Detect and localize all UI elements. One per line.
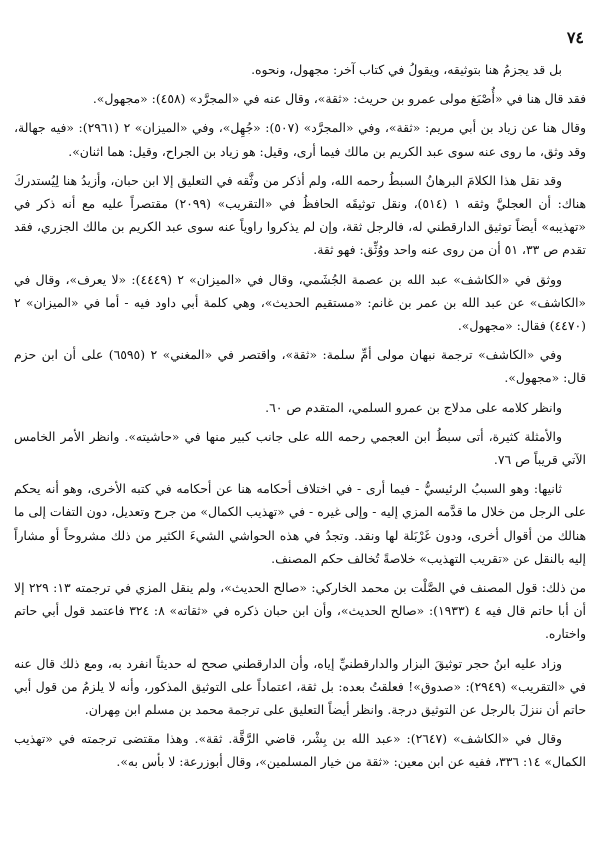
paragraph: وفي «الكاشف» ترجمة نبهان مولى أمِّ سلمة: «ثقة»، واقتصر في «المغني» ٢ (٦٥٩٥) على أن ابن حزم قال: «مجهول». <box>14 347 586 386</box>
paragraph: ووثق في «الكاشف» عبد الله بن عصمة الجُشَمي، وقال في «الميزان» ٢ (٤٤٤٩): «لا يعرف»، وقال في «الكاشف» عن عبد الله بن عمر بن غانم: «مستقيم الحديث»، وهي كلمة أبي داود فيه - أما في «الميزان» ٢ (٤٤٧٠) فقال: «مجهول». <box>14 271 586 334</box>
paragraph: من ذلك: قول المصنف في الصَّلْت بن محمد الخاركي: «صالح الحديث»، ولم ينقل المزي في ترجمته ١٣: ٢٢٩ إلا أن أبا حاتم قال فيه ٤ (١٩٣٣): «صالح الحديث»، وأن ابن حبان ذكره في «ثقاته» ٨: ٣٢٤ فاعتمد قول أبي حاتم واختاره. <box>14 580 586 642</box>
paragraph: وقال في «الكاشف» (٢٦٤٧): «عبد الله بن بِشْر، قاضي الرَّقَّة. ثقة». وهذا مقتضى ترجمته في «تهذيب الكمال» ١٤: ٣٣٦، ففيه عن ابن معين: «ثقة من خيار المسلمين»، وقال أبوزرعة: لا بأس به». <box>14 731 586 770</box>
paragraph: ثانيها: وهو السببُ الرئيسيُّ - فيما أرى - في اختلاف أحكامه هنا عن أحكامه في كتبه الأخرى، وهو أنه يحكم على الرجل من خلال ما قدَّمه المزي إليه - وإلى غيره - في «تهذيب الكمال» من جرح وتعديل، دون التفات إلى ما هنالك من أقوال أخرى، ودون غَرْبَلة لها ونقد. وتجدُ في هذه الحواشي الشيءَ الكثير من ذلك مشروحاً أو مشاراً إليه بالنقل عن «تقريب التهذيب» خلاصةً تُخالف حكم المصنف. <box>14 481 586 566</box>
paragraph: وقال هنا عن زياد بن أبي مريم: «ثقة»، وفي «المجرَّد» (٥٠٧): «جُهِل»، وفي «الميزان» ٢ (٢٩٦١): «فيه جهالة، وقد وثق، ما روى عنه سوى عبد الكريم بن مالك فيما أرى، وقيل: هو زياد بن الجراح، وقيل: هما اثنان». <box>14 120 586 159</box>
paragraph: بل قد يجزمُ هنا بتوثيقه، ويقولُ في كتاب آخر: مجهول، ونحوه. <box>251 62 562 77</box>
paragraph: والأمثلة كثيرة، أتى سبطُ ابن العجمي رحمه الله على جانب كبير منها في «حاشيته». وانظر الأمر الخامس الآتي قريباً ص ٧٦. <box>14 428 586 468</box>
paragraph: فقد قال هنا في «أُصْبَغ مولى عمرو بن حريث: «ثقة»، وقال عنه في «المجرَّد» (٤٥٨): «مجهول». <box>92 91 586 107</box>
page-content <box>14 58 586 780</box>
document-page <box>14 0 586 856</box>
page-number: ٧٤ <box>566 28 584 47</box>
paragraph: وقد نقل هذا الكلامَ البرهانُ السبطُ رحمه الله، ولم أذكر من وثَّقه في التعليق إلا ابن حبان، وأزيدُ هنا لِيُستدركَ هناك: أن العجليَّ وثقه ١ (٥١٤)، ونقل توثيقَه الحافظُ في «التقريب» (٢٠٩٩) مقتصراً عليه مع أنه ذكر في «تهذيبه» أيضاً توثيق الدارقطني له، فالرجل ثقة، وإن لم يذكروا راوياً عنه سوى عبد الكريم بن مالك الجزري، فقد تقدم ص ٣٣، ٥١ أن من روى عنه واحد ووُثِّق: فهو ثقة. <box>14 172 587 258</box>
paragraph: وانظر كلامه على مدلاج بن عمرو السلمي، المتقدم ص ٦٠. <box>265 399 562 415</box>
paragraph: وزاد عليه ابنُ حجر توثيقَ البزار والدارقطنيِّ إياه، وأن الدارقطني صحح له حديثاً انفرد به، ومع ذلك قال عنه في «التقريب» (٢٩٤٩): «صدوق»! فعلقتُ بعده: بل ثقة، اعتماداً على التوثيق المذكور، وأنه لا يلزمُ من قول أبي حاتم أن ننزلَ بالرجل عن التوثيق درجة. وانظر أيضاً التعليق على ترجمة محمد بن مسلم ابن مِهران. <box>14 655 586 718</box>
